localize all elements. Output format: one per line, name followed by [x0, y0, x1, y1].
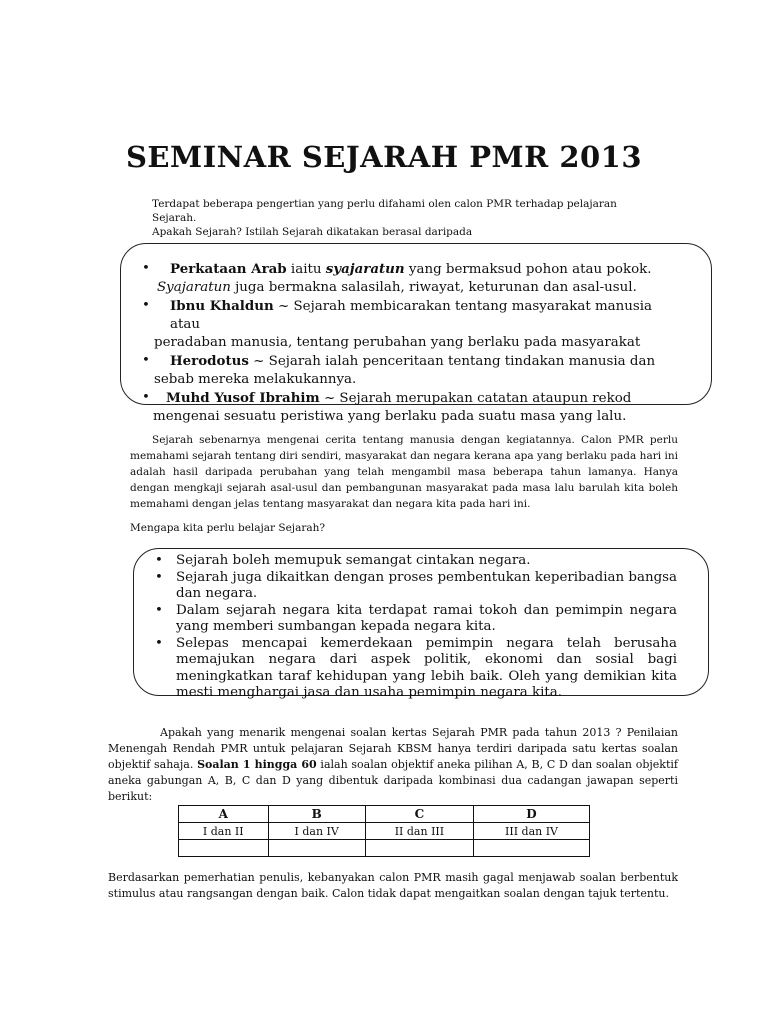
page-title: SEMINAR SEJARAH PMR 2013 — [125, 140, 643, 174]
bullet-icon: • — [155, 635, 163, 651]
definition-keyword: syajaratun — [325, 261, 405, 277]
bullet-icon: • — [155, 602, 163, 618]
table-cell-empty — [179, 840, 269, 857]
definition-item — [142, 260, 662, 297]
definition-item — [142, 352, 662, 389]
question-heading: Mengapa kita perlu belajar Sejarah? — [130, 522, 325, 534]
reason-text: Sejarah juga dikaitkan dengan proses pembentukan keperibadian bangsa dan negara. — [176, 569, 677, 601]
reasons-list — [155, 553, 677, 702]
definition-text: mengenai sesuatu peristiwa yang berlaku pada suatu masa yang lalu. — [153, 409, 627, 424]
answer-combination-table — [178, 805, 590, 857]
definition-text: ~ Sejarah membicarakan tentang masyarakat manusia atau — [170, 299, 653, 332]
table-cell-empty — [474, 840, 590, 857]
exam-format-text: ialah soalan objektif aneka pilihan A, B, C D dan soalan objektif aneka gabungan A, B, C dan D yang dibentuk daripada kombinasi dua cadangan jawapan seperti berikut: — [108, 758, 678, 803]
reason-text: Sejarah boleh memupuk semangat cintakan negara. — [176, 553, 531, 568]
bullet-icon: • — [142, 390, 150, 405]
table-header: B — [268, 806, 365, 823]
table-row — [179, 840, 590, 857]
table-cell-empty — [365, 840, 473, 857]
bullet-icon: • — [155, 569, 163, 585]
intro-line-1: Terdapat beberapa pengertian yang perlu difahami olen calon PMR terhadap pelajaran Sejarah. — [152, 198, 617, 224]
intro-line-2: Apakah Sejarah? Istilah Sejarah dikatakan berasal daripada — [152, 226, 473, 238]
definition-text: ~ Sejarah merupakan catatan ataupun rekod — [319, 391, 632, 406]
definition-term: Perkataan Arab — [170, 261, 287, 277]
paragraph-observation: Berdasarkan pemerhatian penulis, kebanyakan calon PMR masih gagal menjawab soalan berbentuk stimulus atau rangsangan dengan baik. Calon tidak dapat mengaitkan soalan dengan tajuk tertentu. — [108, 871, 678, 900]
table-header: A — [179, 806, 269, 823]
definition-text: juga bermakna salasilah, riwayat, keturunan dan asal-usul. — [230, 280, 637, 295]
table-cell: II dan III — [365, 823, 473, 840]
table-header: C — [365, 806, 473, 823]
reason-text: Selepas mencapai kemerdekaan pemimpin negara telah berusaha memajukan negara dari aspek politik, ekonomi dan sosial bagi meningkatkan taraf kehidupan yang lebih baik. Oleh yang demikian kita mesti menghargai jasa dan usaha pemimpin negara kita. — [176, 635, 677, 700]
definition-term: Muhd Yusof Ibrahim — [166, 390, 320, 406]
reason-text: Dalam sejarah negara kita terdapat ramai tokoh dan pemimpin negara yang memberi sumbangan kepada negara kita. — [176, 602, 677, 634]
bullet-icon: • — [155, 553, 163, 568]
table-cell: III dan IV — [474, 823, 590, 840]
definition-text: ~ Sejarah ialah penceritaan tentang tindakan manusia dan — [248, 354, 656, 369]
definition-text: yang bermaksud pohon atau pokok. — [404, 262, 652, 277]
definition-keyword-italic: Syajaratun — [157, 280, 231, 295]
bullet-icon: • — [142, 261, 150, 276]
definition-text: iaitu — [286, 262, 326, 277]
exam-format-text: Apakah yang menarik mengenai soalan kertas Sejarah PMR pada tahun 2013 ? Penilaian Menengah Rendah PMR untuk pelajaran Sejarah KBSM hanya terdiri daripada satu kertas soalan objektif sahaja. — [108, 726, 678, 771]
definitions-list — [142, 260, 662, 426]
reason-item — [155, 570, 677, 603]
bullet-icon: • — [142, 298, 150, 313]
intro-text — [152, 197, 652, 239]
definition-item — [142, 389, 662, 426]
definition-term: Ibnu Khaldun — [170, 298, 274, 314]
table-header: D — [474, 806, 590, 823]
definition-item — [142, 297, 662, 352]
exam-format-bold: Soalan 1 hingga 60 — [197, 758, 317, 771]
table-cell: I dan II — [179, 823, 269, 840]
definition-term: Herodotus — [170, 353, 249, 369]
paragraph-history-meaning: Sejarah sebenarnya mengenai cerita tentang manusia dengan kegiatannya. Calon PMR perlu memahami sejarah tentang diri sendiri, masyarakat dan negara kerana apa yang berlaku pada hari ini adalah hasil daripada perubahan yang telah mengambil masa beberapa tahun lamanya. Hanya dengan mengkaji sejarah asal-usul dan pembangunan masyarakat pada masa lalu barulah kita boleh memahami dengan jelas tentang masyarakat dan negara kita pada hari ini. — [130, 434, 678, 510]
table-row — [179, 823, 590, 840]
definition-text: peradaban manusia, tentang perubahan yang berlaku pada masyarakat — [154, 335, 641, 350]
paragraph-exam-format — [108, 725, 678, 805]
reason-item — [155, 636, 677, 702]
reason-item — [155, 603, 677, 636]
reason-item — [155, 553, 677, 570]
table-cell-empty — [268, 840, 365, 857]
table-header-row — [179, 806, 590, 823]
table-cell: I dan IV — [268, 823, 365, 840]
definition-text: sebab mereka melakukannya. — [154, 372, 357, 387]
bullet-icon: • — [142, 353, 150, 368]
